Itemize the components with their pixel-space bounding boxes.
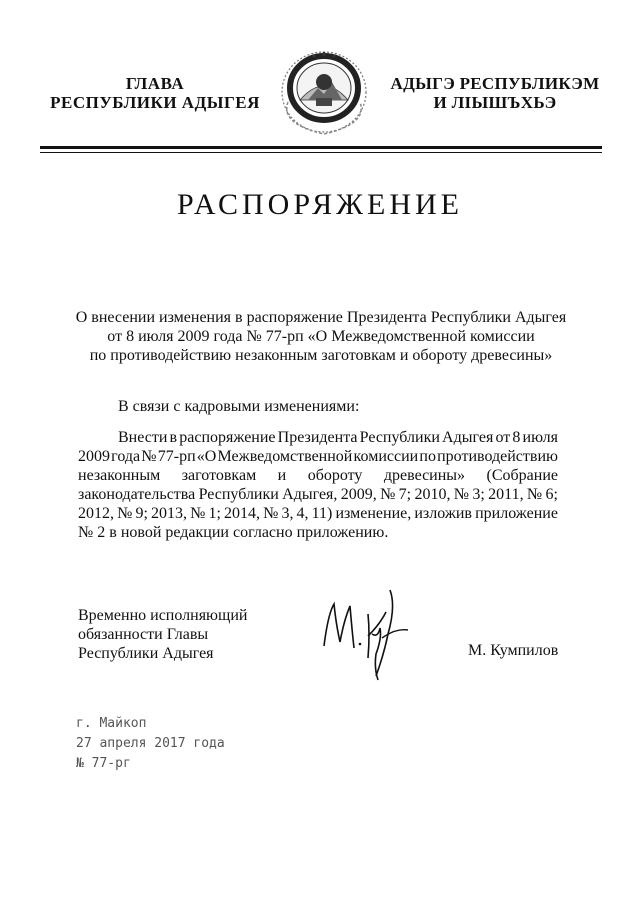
header-left xyxy=(40,74,270,112)
body-word: 4, xyxy=(296,505,309,522)
header-right-line: И ЛІЫШЪХЬЭ xyxy=(433,93,557,112)
body-word: 9; xyxy=(135,505,148,522)
body-word: 8 xyxy=(512,429,521,446)
body-word: по xyxy=(419,448,436,465)
subject-line: от 8 июля 2009 года № 77-рп «О Межведомственной комиссии xyxy=(107,328,535,345)
body-word: Республики xyxy=(198,486,279,503)
stamp-place: г. Майкоп xyxy=(76,716,147,731)
signer-position-line: обязанности Главы xyxy=(78,626,209,643)
header-divider-thick xyxy=(40,146,602,149)
body-word: июля xyxy=(522,429,558,446)
body-word: 3; xyxy=(472,486,485,503)
body-line xyxy=(78,523,558,542)
body-text xyxy=(78,428,558,542)
header-right xyxy=(382,74,608,112)
body-line xyxy=(78,504,558,523)
document-subject xyxy=(60,308,582,365)
body-word: (Собрание xyxy=(486,467,558,484)
body-word: Республики xyxy=(359,429,440,446)
intro-text: В связи с кадровыми изменениями: xyxy=(118,398,360,415)
body-line xyxy=(78,466,558,485)
body-word: от xyxy=(495,429,511,446)
document-title: РАСПОРЯЖЕНИЕ xyxy=(176,188,464,221)
body-line xyxy=(78,485,558,504)
signer-name: М. Кумпилов xyxy=(468,642,559,659)
body-word: законодательства xyxy=(78,486,196,503)
body-word: Внести xyxy=(118,429,168,446)
body-word: № xyxy=(190,505,206,522)
signer-position xyxy=(78,606,247,663)
signer-position-line: Временно исполняющий xyxy=(78,607,248,624)
body-word: 3, xyxy=(281,505,294,522)
body-word: 2009 xyxy=(78,448,110,465)
body-word: № xyxy=(380,486,396,503)
body-word: изложив xyxy=(414,505,472,522)
registration-stamp xyxy=(76,714,225,774)
body-word: № xyxy=(117,505,133,522)
body-word: 2011, xyxy=(488,486,524,503)
body-word: 2010, xyxy=(414,486,451,503)
body-word: 7; xyxy=(398,486,412,503)
body-word: древесины» xyxy=(383,467,466,484)
body-word: Межведомственной xyxy=(217,448,353,465)
body-word: Президента xyxy=(277,429,358,446)
body-word: 77-рп xyxy=(157,448,196,465)
body-word: № 2 в новой редакции согласно приложению. xyxy=(78,524,389,541)
body-word: № xyxy=(453,486,470,503)
body-word: обороту xyxy=(307,467,363,484)
body-word: «О xyxy=(196,448,217,465)
coat-of-arms-icon xyxy=(270,42,378,138)
body-word: 11) xyxy=(311,505,333,522)
body-word: года xyxy=(111,448,141,465)
handwritten-signature xyxy=(310,584,420,684)
signer-position-line: Республики Адыгея xyxy=(78,645,214,662)
body-word: противодействию xyxy=(437,448,558,465)
subject-line: по противодействию незаконным заготовкам и обороту древесины» xyxy=(89,347,553,364)
body-word: 2012, xyxy=(78,505,114,522)
header-left-line: РЕСПУБЛИКИ АДЫГЕЯ xyxy=(50,93,260,112)
body-line xyxy=(78,428,558,447)
body-word: № xyxy=(141,448,157,465)
header-divider-thin xyxy=(40,152,602,153)
body-word: № xyxy=(263,505,279,522)
body-word: Адыгея, xyxy=(282,486,338,503)
body-word: 2013, xyxy=(151,505,187,522)
body-word: 2009, xyxy=(340,486,377,503)
subject-line: О внесении изменения в распоряжение Президента Республики Адыгея xyxy=(75,309,567,326)
body-word: изменение, xyxy=(335,505,412,522)
body-word: в xyxy=(169,429,178,446)
body-word: распоряжение xyxy=(179,429,276,446)
body-word: 1; xyxy=(208,505,221,522)
body-word: комиссии xyxy=(353,448,419,465)
stamp-date: 27 апреля 2017 года xyxy=(76,736,225,751)
stamp-number: № 77-рг xyxy=(76,756,131,771)
body-word: Адыгея xyxy=(442,429,494,446)
body-word: 6; xyxy=(545,486,558,503)
body-word: 2014, xyxy=(224,505,260,522)
body-word: № xyxy=(526,486,543,503)
body-word: незаконным xyxy=(78,467,161,484)
body-word: заготовкам xyxy=(181,467,257,484)
header-left-line: ГЛАВА xyxy=(125,74,185,93)
header-right-line: АДЫГЭ РЕСПУБЛИКЭМ xyxy=(390,74,600,93)
body-line xyxy=(78,447,558,466)
body-word: приложение xyxy=(475,505,558,522)
body-word: и xyxy=(277,467,287,484)
